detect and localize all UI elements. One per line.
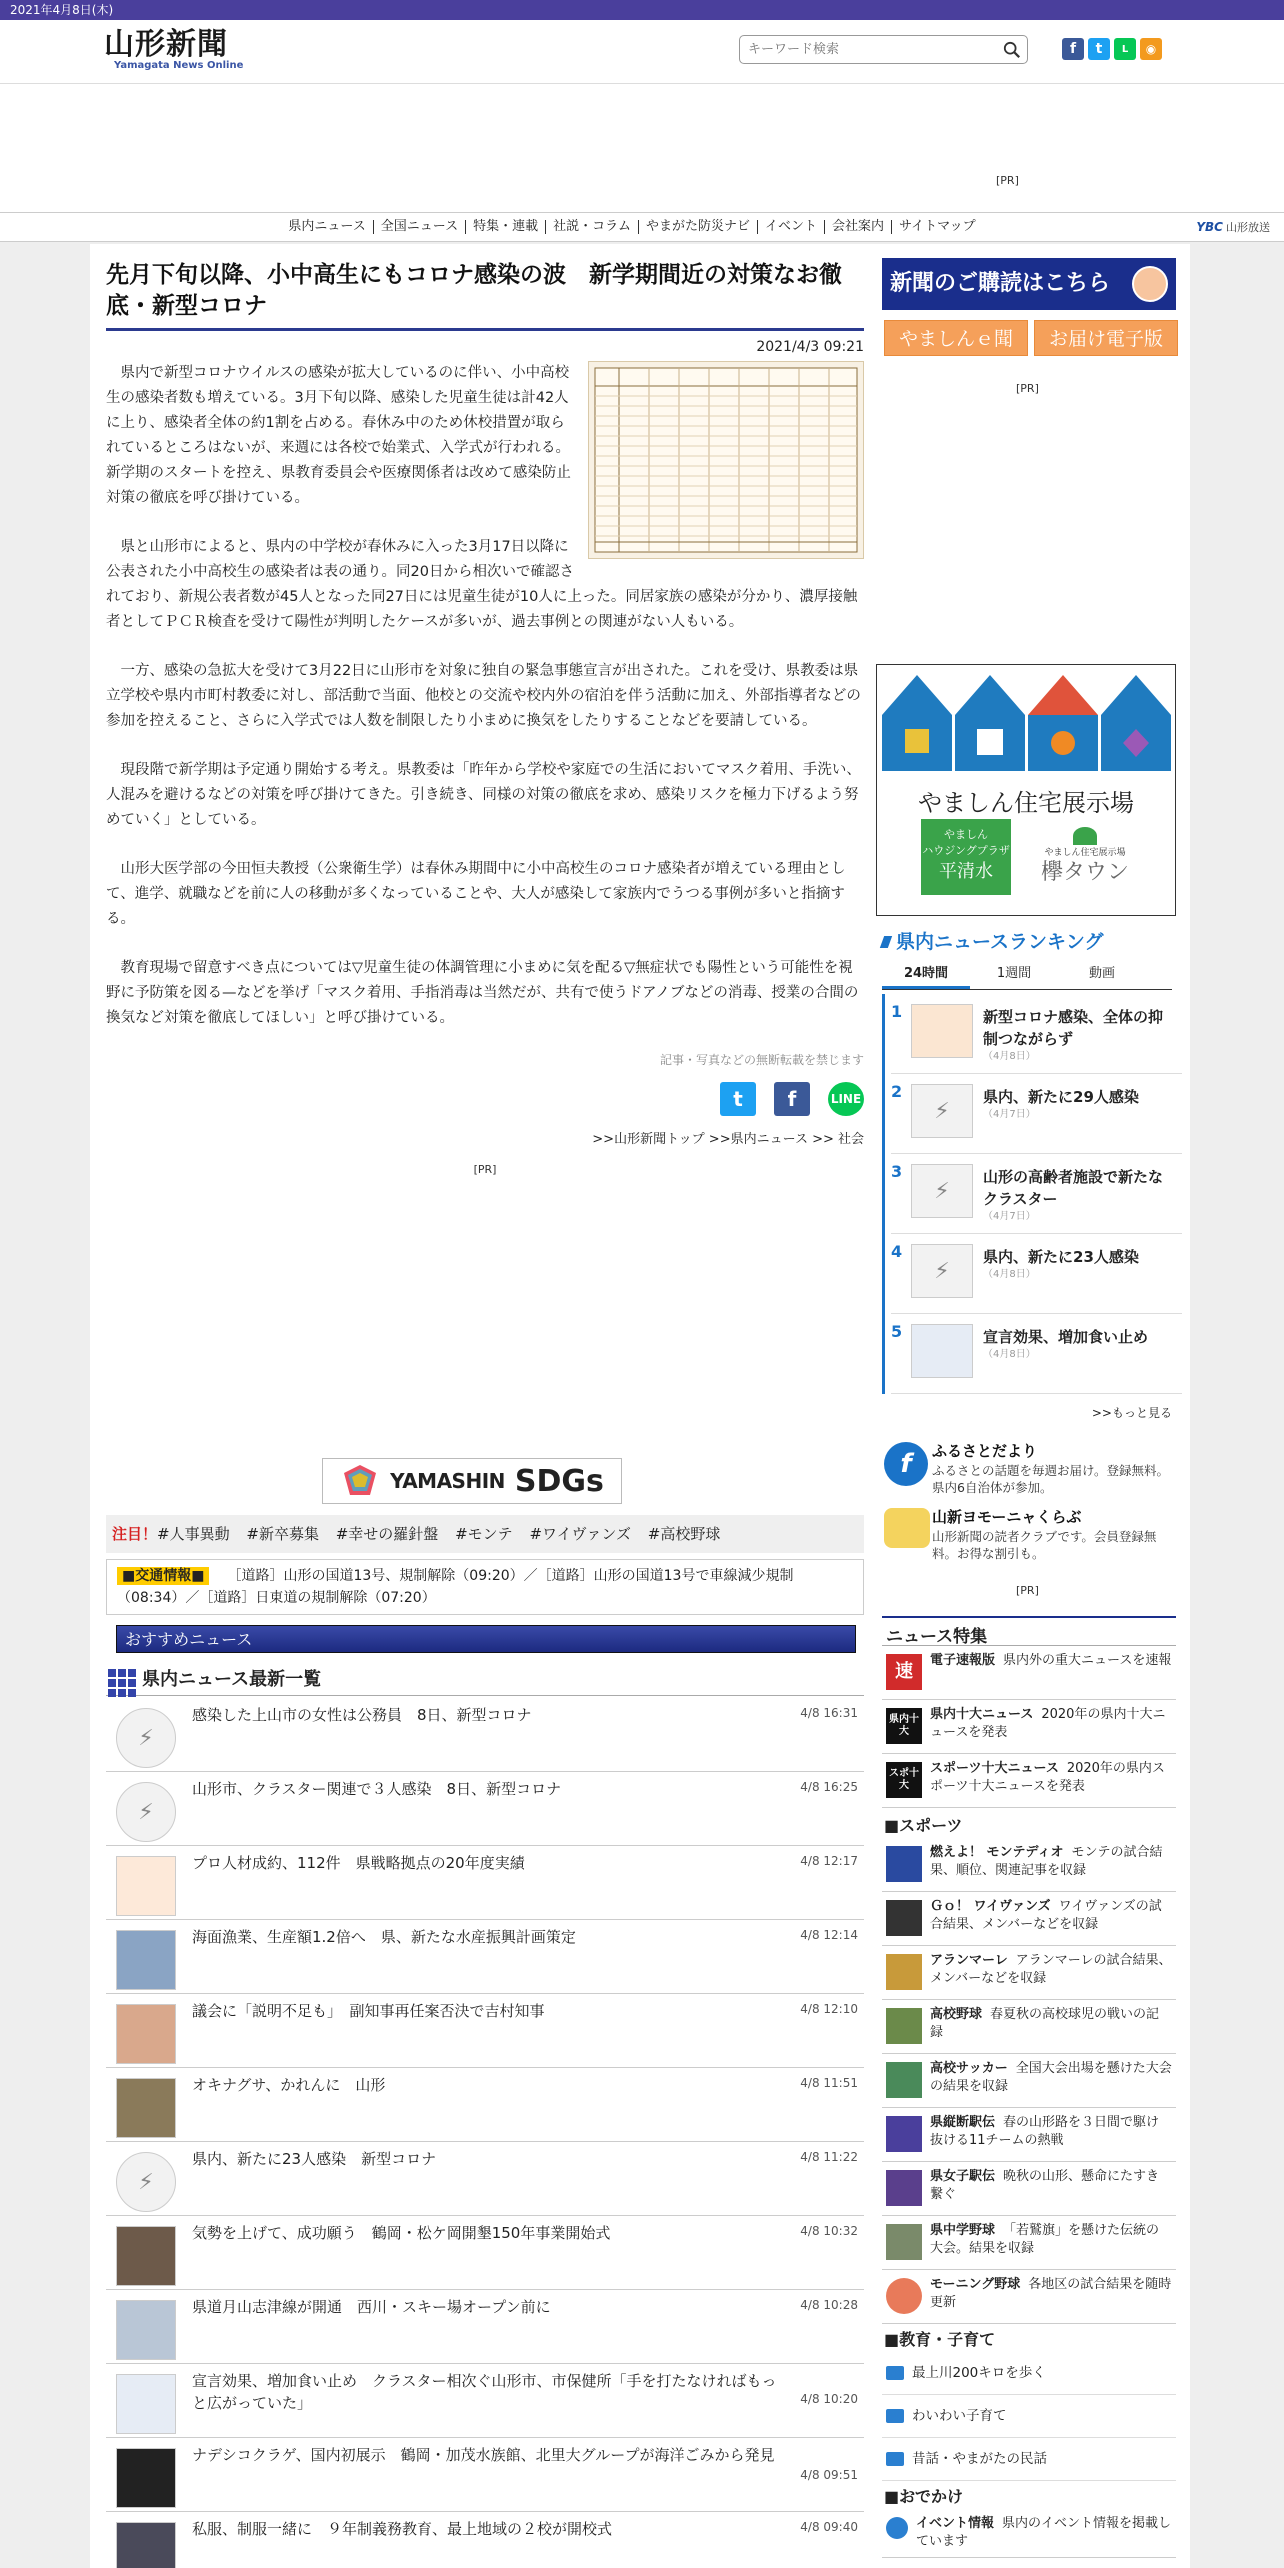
ranking-list: [882, 994, 1182, 1394]
news-thumbnail: [116, 2374, 176, 2434]
ybc-logo: YBC: [1196, 220, 1223, 234]
placeholder-thumbnail-icon: ⚡: [116, 1708, 176, 1768]
education-item[interactable]: 昔話・やまがたの民話: [882, 2438, 1176, 2481]
ybc-link[interactable]: [1196, 219, 1270, 235]
news-list-item[interactable]: [106, 2512, 864, 2568]
news-time: 4/8 09:51: [800, 2468, 858, 2482]
share-buttons: [106, 1082, 864, 1116]
nav-item-disaster[interactable]: やまがた防災ナビ: [639, 220, 758, 234]
outing-heading: ■おでかけ: [884, 2487, 963, 2506]
page-container: [90, 244, 1190, 2568]
pr-label: [PR]: [996, 174, 1019, 187]
feature-item[interactable]: スポ十大 スポーツ十大ニュース 2020年の県内スポーツ十大ニュースを発表: [882, 1754, 1176, 1808]
ranking-tabs: [882, 962, 1172, 990]
womens-ekiden-icon: [886, 2170, 922, 2206]
tag-link[interactable]: #人事異動: [157, 1525, 230, 1543]
ranking-item[interactable]: 2 ⚡ 県内、新たに29人感染 （4月7日）: [891, 1074, 1182, 1154]
furusato-promo[interactable]: f ふるさとだより ふるさとの話題を毎週お届け。登録無料。県内6自治体が参加。: [882, 1440, 1182, 1500]
news-list-item[interactable]: [106, 2216, 864, 2290]
ranking-section: [882, 928, 1182, 1421]
tab-video[interactable]: 動画: [1088, 966, 1115, 981]
news-thumbnail: [116, 2300, 176, 2360]
news-list-item[interactable]: [106, 2290, 864, 2364]
tag-link[interactable]: #幸せの羅針盤: [335, 1525, 439, 1543]
tab-week[interactable]: 1週間: [996, 966, 1032, 981]
article-headline: 先月下旬以降、小中高生にもコロナ感染の波 新学期間近の対策なお徹底・新型コロナ: [106, 260, 864, 331]
facebook-icon[interactable]: f: [1062, 38, 1084, 60]
ranking-marker-icon: [880, 936, 892, 948]
traffic-label: ■交通情報■: [117, 1567, 209, 1585]
education-heading: ■教育・子育て: [884, 2330, 996, 2349]
ranking-thumbnail: [911, 1004, 973, 1058]
news-title: 県道月山志津線が開通 西川・スキー場オープン前に: [192, 2298, 551, 2316]
recommended-news-bar[interactable]: おすすめニュース: [116, 1625, 856, 1653]
ranking-item[interactable]: 4 ⚡ 県内、新たに23人感染 （4月8日）: [891, 1234, 1182, 1314]
share-facebook-icon[interactable]: f: [774, 1082, 810, 1116]
twitter-icon[interactable]: t: [1088, 38, 1110, 60]
placeholder-thumbnail-icon: ⚡: [911, 1084, 973, 1138]
news-list-item[interactable]: [106, 2438, 864, 2512]
news-time: 4/8 11:51: [800, 2076, 858, 2090]
news-title: 県内、新たに23人感染 新型コロナ: [192, 2150, 437, 2168]
ranking-more-link[interactable]: >>もっと見る: [1091, 1406, 1172, 1420]
news-thumbnail: [116, 1856, 176, 1916]
book-icon: [886, 2452, 904, 2466]
news-thumbnail: [116, 2004, 176, 2064]
yomo-club-promo[interactable]: 山新ヨモーニャくらぶ 山形新聞の読者クラブです。会員登録無料。お得な割引も。: [882, 1506, 1182, 1566]
digital-buttons: [884, 320, 1178, 356]
date-bar: 2021年4月8日(木): [0, 0, 1284, 20]
site-header: [0, 20, 1284, 84]
search-input[interactable]: [740, 36, 980, 63]
news-time: 4/8 16:25: [800, 1780, 858, 1794]
yamashin-e-button[interactable]: やましんｅ聞: [884, 320, 1028, 356]
sports-item[interactable]: 高校サッカー 全国大会出場を懸けた大会の結果を収録: [882, 2054, 1176, 2108]
ybc-label: 山形放送: [1226, 221, 1270, 234]
wyverns-icon: [886, 1900, 922, 1936]
search-box: [739, 35, 1028, 64]
rss-icon[interactable]: ◉: [1140, 38, 1162, 60]
news-title: プロ人材成約、112件 県戦略拠点の20年度実績: [192, 1854, 525, 1872]
subscribe-banner[interactable]: 新聞のご購読はこちら: [882, 258, 1176, 310]
tag-link[interactable]: #ワイヴァンズ: [529, 1525, 631, 1543]
book-icon: [886, 2366, 904, 2380]
latest-news-heading: 県内ニュース最新一覧: [106, 1664, 864, 1696]
news-thumbnail: [116, 2078, 176, 2138]
news-thumbnail: [116, 2522, 176, 2568]
news-title: 感染した上山市の女性は公務員 8日、新型コロナ: [192, 1706, 532, 1724]
yomo-mascot-icon: [884, 1508, 930, 1548]
tag-link[interactable]: #モンテ: [455, 1525, 513, 1543]
news-time: 4/8 16:31: [800, 1706, 858, 1720]
tag-link[interactable]: #高校野球: [647, 1525, 721, 1543]
news-time: 4/8 10:20: [800, 2392, 858, 2406]
article-table-image[interactable]: [588, 361, 864, 559]
case-table-graphic: [589, 362, 863, 558]
arancione-icon: [886, 1954, 922, 1990]
morning-baseball-icon: [886, 2278, 922, 2314]
trending-tags: [106, 1515, 864, 1553]
nav-item-editorial[interactable]: 社説・コラム: [546, 220, 639, 234]
sports-item[interactable]: 県中学野球 「若鷲旗」を懸けた伝統の大会。結果を収録: [882, 2216, 1176, 2270]
share-twitter-icon[interactable]: t: [720, 1082, 756, 1116]
features-heading: ニュース特集: [882, 1616, 1176, 1646]
junior-baseball-icon: [886, 2224, 922, 2260]
ranking-item[interactable]: 5 宣言効果、増加食い止め （4月8日）: [891, 1314, 1182, 1394]
news-title: 海面漁業、生産額1.2倍へ 県、新たな水産振興計画策定: [192, 1928, 576, 1946]
sports-item[interactable]: モーニング野球 各地区の試合結果を随時更新: [882, 2270, 1176, 2324]
placeholder-thumbnail-icon: ⚡: [911, 1244, 973, 1298]
baseball-icon: [886, 2008, 922, 2044]
news-list-item[interactable]: [106, 1846, 864, 1920]
news-thumbnail: [116, 1930, 176, 1990]
article-body: [106, 361, 864, 1031]
logo-title: 山形新聞: [104, 27, 228, 62]
article-paragraph: 県と山形市によると、県内の中学校が春休みに入った3月17日以降に公表された小中高校生の感染者は表の通り。同20日から相次いで確認されており、新規公表者数が45人となった同27日には児童生徒が10人に上った。同居家族の感染が分かり、濃厚接触者としてＰＣＲ検査を受けて陽性が判明したケースが多いが、過去事例との関連がない人もいる。: [106, 539, 858, 630]
keyaki-town-logo: やましん住宅展示場 欅タウン: [1035, 819, 1135, 895]
placeholder-thumbnail-icon: ⚡: [116, 1782, 176, 1842]
nav-item-sitemap[interactable]: サイトマップ: [899, 219, 976, 234]
grid-icon: [108, 1669, 136, 1697]
nav-item-local[interactable]: 県内ニュース: [281, 220, 373, 234]
mascot-icon: [1132, 266, 1168, 302]
news-title: 私服、制服一緒に ９年制義務教育、最上地域の２校が開校式: [192, 2520, 613, 2538]
tag-link[interactable]: #新卒募集: [246, 1525, 319, 1543]
news-thumbnail: [116, 2448, 176, 2508]
tags-label: 注目！: [112, 1525, 158, 1543]
article-paragraph: 現段階で新学期は予定通り開始する考え。県教委は「昨年から学校や家庭での生活においてマスク着用、手洗い、人混みを避けるなどの対策を呼び掛けてきた。引き続き、同様の対策の徹底を求め、感染リスクを極力下げるよう努めていく」としている。: [106, 762, 861, 828]
feature-item[interactable]: 県内十大 県内十大ニュース 2020年の県内十大ニュースを発表: [882, 1700, 1176, 1754]
sports-heading: ■スポーツ: [884, 1816, 963, 1835]
sports-item[interactable]: Ｇｏ！ ワイヴァンズ ワイヴァンズの試合結果、メンバーなどを収録: [882, 1892, 1176, 1946]
event-icon: [886, 2517, 908, 2539]
news-list-item[interactable]: [106, 2068, 864, 2142]
site-logo[interactable]: [104, 27, 244, 72]
search-icon[interactable]: [1003, 41, 1021, 59]
news-list-item[interactable]: [106, 1920, 864, 1994]
sdgs-banner[interactable]: [322, 1458, 622, 1504]
education-item[interactable]: わいわい子育て: [882, 2395, 1176, 2438]
latest-news-list: [106, 1698, 864, 2568]
sdgs-logo-icon: [340, 1463, 380, 1499]
news-list-item[interactable]: [106, 2142, 864, 2216]
furusato-icon: f: [884, 1442, 928, 1486]
pr-label-main: [PR]: [473, 1163, 497, 1176]
houses-illustration: [877, 665, 1175, 775]
news-thumbnail: [116, 2226, 176, 2286]
sports-item[interactable]: 燃えよ！ モンテディオ モンテの試合結果、順位、関連記事を収録: [882, 1838, 1176, 1892]
ekiden-icon: [886, 2116, 922, 2152]
news-title: オキナグサ、かれんに 山形: [192, 2076, 386, 2094]
education-item[interactable]: 最上川200キロを歩く: [882, 2352, 1176, 2395]
article-paragraph: 教育現場で留意すべき点については▽児童生徒の体調管理に小まめに気を配る▽無症状でも陽性という可能性を視野に予防策を図る—などを挙げ「マスク着用、手指消毒は当然だが、共有で使うドアノブなどの消毒、授業の合間の換気など対策を徹底してほしい」と呼び掛けている。: [106, 960, 859, 1026]
copyright-note: 記事・写真などの無断転載を禁じます: [659, 1053, 864, 1067]
pr-label-side: [PR]: [1016, 382, 1039, 395]
soccer-icon: [886, 2062, 922, 2098]
news-title: 山形市、クラスター関連で３人感染 8日、新型コロナ: [192, 1780, 562, 1798]
news-title: 宣言効果、増加食い止め クラスター相次ぐ山形市、市保健所「手を打たなければもっと広がっていた」: [192, 2372, 777, 2412]
top10-icon: 県内十大: [886, 1708, 922, 1744]
news-title: 気勢を上げて、成功願う 鶴岡・松ケ岡開墾150年事業開始式: [192, 2224, 611, 2242]
nav-item-national[interactable]: 全国ニュース: [374, 220, 466, 234]
traffic-text: ［道路］山形の国道13号、規制解除（09:20）／［道路］山形の国道13号で車線減少規制（08:34）／［道路］日東道の規制解除（07:20）: [117, 1568, 794, 1606]
traffic-info[interactable]: [106, 1559, 864, 1615]
news-title: ナデシコクラゲ、国内初展示 鶴岡・加茂水族館、北里大グループが海洋ごみから発見: [192, 2446, 775, 2464]
nav-item-events[interactable]: イベント: [758, 220, 825, 234]
news-time: 4/8 12:14: [800, 1928, 858, 1942]
tab-24h[interactable]: 24時間: [882, 962, 970, 989]
housing-exhibition-ad[interactable]: [876, 664, 1176, 916]
ranking-heading: 県内ニュースランキング: [882, 928, 1182, 956]
sdgs-text: SDGs: [514, 1463, 604, 1499]
event-info-item[interactable]: イベント情報 県内のイベント情報を掲載しています: [882, 2509, 1176, 2558]
pr-label-side2: [PR]: [1016, 1584, 1039, 1597]
logo-subtitle: Yamagata News Online: [114, 60, 244, 71]
news-time: 4/8 10:28: [800, 2298, 858, 2312]
breaking-icon: 速: [886, 1654, 922, 1690]
news-list-item[interactable]: [106, 1772, 864, 1846]
digital-edition-button[interactable]: お届け電子版: [1034, 320, 1178, 356]
line-icon[interactable]: L: [1114, 38, 1136, 60]
news-time: 4/8 12:10: [800, 2002, 858, 2016]
ranking-thumbnail: [911, 1324, 973, 1378]
article-paragraph: 一方、感染の急拡大を受けて3月22日に山形市を対象に独自の緊急事態宣言が出された。これを受け、県教委は県立学校や県内市町村教委に対し、部活動で当面、他校との交流や校内外の宿泊を伴う活動に加え、外部指導者などの参加を控えること、さらに入学式では人数を制限したり小まめに換気をしたりすることなどを要請している。: [106, 663, 861, 729]
ranking-item[interactable]: 3 ⚡ 山形の高齢者施設で新たなクラスター （4月7日）: [891, 1154, 1182, 1234]
global-nav: [0, 212, 1284, 242]
news-time: 4/8 09:40: [800, 2520, 858, 2534]
main-column: [106, 260, 864, 1177]
breadcrumb[interactable]: >>山形新聞トップ >>県内ニュース >> 社会: [592, 1132, 864, 1147]
news-time: 4/8 11:22: [800, 2150, 858, 2164]
news-time: 4/8 12:17: [800, 1854, 858, 1868]
hirashimizu-logo: やましん ハウジングプラザ 平清水: [921, 819, 1011, 895]
news-time: 4/8 10:32: [800, 2224, 858, 2238]
book-icon: [886, 2409, 904, 2423]
sports-top10-icon: スポ十大: [886, 1762, 922, 1798]
nav-item-company[interactable]: 会社案内: [825, 220, 892, 234]
top-ad-banner: [0, 84, 1284, 212]
news-list-item[interactable]: [106, 1994, 864, 2068]
social-links: [1062, 38, 1162, 60]
feature-item[interactable]: 速 電子速報版 県内外の重大ニュースを速報: [882, 1646, 1176, 1700]
news-list-item[interactable]: [106, 1698, 864, 1772]
nav-item-features[interactable]: 特集・連載: [466, 220, 546, 234]
news-title: 議会に「説明不足も」 副知事再任案否決で吉村知事: [192, 2002, 545, 2020]
ranking-item[interactable]: 1 新型コロナ感染、全体の抑制つながらず （4月8日）: [891, 994, 1182, 1074]
sports-item[interactable]: 県縦断駅伝 春の山形路を３日間で駆け抜ける11チームの熱戦: [882, 2108, 1176, 2162]
montedio-icon: [886, 1846, 922, 1882]
sports-item[interactable]: アランマーレ アランマーレの試合結果、メンバーなどを収録: [882, 1946, 1176, 2000]
sports-item[interactable]: 県女子駅伝 晩秋の山形、懸命にたすき繋ぐ: [882, 2162, 1176, 2216]
housing-title: やましん住宅展示場: [918, 789, 1134, 817]
article-paragraph: 山形大医学部の今田恒夫教授（公衆衛生学）は春休み期間中に小中高校生のコロナ感染者が増えている理由として、進学、就職などを前に人の移動が多くなっていることや、大人が感染して家族内でうつる事例が多いと指摘する。: [106, 861, 846, 927]
news-list-item[interactable]: [106, 2364, 864, 2438]
sports-item[interactable]: 高校野球 春夏秋の高校球児の戦いの記録: [882, 2000, 1176, 2054]
placeholder-thumbnail-icon: ⚡: [116, 2152, 176, 2212]
news-features: [882, 1616, 1176, 2558]
share-line-icon[interactable]: LINE: [828, 1082, 864, 1116]
article-paragraph: 県内で新型コロナウイルスの感染が拡大しているのに伴い、小中高校生の感染者数も増えている。3月下旬以降、感染した児童生徒は計42人に上り、感染者全体の約1割を占める。春休み中のため休校措置が取られているところはないが、来週には各校で始業式、入学式が行われる。新学期のスタートを控え、県教育委員会や医療関係者は改めて感染防止対策の徹底を呼び掛けている。: [106, 365, 571, 506]
sdgs-brand: YAMASHIN: [390, 1469, 505, 1493]
placeholder-thumbnail-icon: ⚡: [911, 1164, 973, 1218]
article-date: 2021/4/3 09:21: [756, 339, 864, 355]
